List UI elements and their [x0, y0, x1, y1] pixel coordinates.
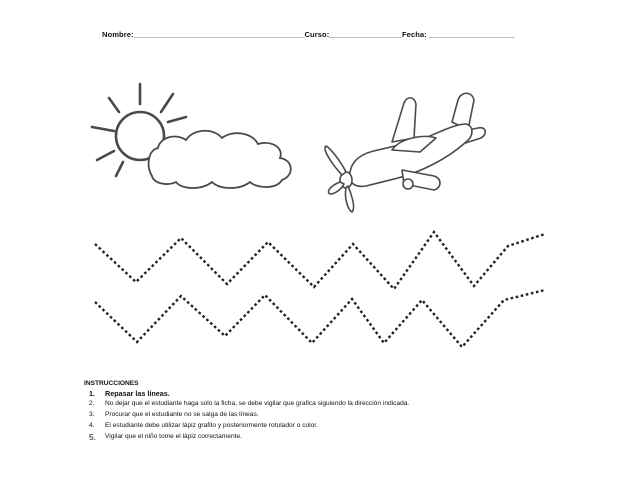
airplane-icon — [325, 93, 485, 212]
instruction-text: Procurar que el estudiante no se salga de las líneas. — [105, 410, 259, 418]
instruction-number: 1. — [89, 388, 95, 398]
instructions-title: INSTRUCCIONES — [84, 380, 139, 387]
instruction-number: 3. — [89, 410, 95, 418]
zigzag-line-2 — [95, 290, 545, 347]
zigzag-line-1 — [95, 232, 545, 289]
instructions-list — [84, 390, 409, 445]
instruction-text: Vigilar que el niño tome el lápiz correctamente. — [105, 432, 242, 440]
instruction-text: Repasar las líneas. — [105, 388, 170, 398]
instruction-item — [84, 431, 409, 445]
curso-label: Curso: — [304, 30, 330, 39]
instruction-number: 5. — [89, 431, 96, 442]
instruction-number: 2. — [89, 399, 95, 407]
fecha-field[interactable]: ____________________ — [428, 30, 515, 39]
cloud-icon — [149, 131, 291, 188]
fecha-label: Fecha: — [401, 30, 427, 39]
nombre-label: Nombre: — [102, 30, 134, 39]
instruction-text: No dejar que el estudiante haga solo la ficha, se debe vigilar que grafica siguiendo la dirección indicada. — [105, 399, 410, 407]
instruction-text: El estudiante debe utilizar lápiz grafito y posteriormente rotulador o color. — [105, 421, 318, 429]
tracing-lines — [95, 232, 545, 347]
curso-field[interactable]: _________________ — [329, 30, 402, 39]
instructions-section — [84, 381, 409, 445]
instruction-number: 4. — [89, 421, 95, 429]
nombre-field[interactable]: ________________________________________ — [133, 30, 305, 39]
